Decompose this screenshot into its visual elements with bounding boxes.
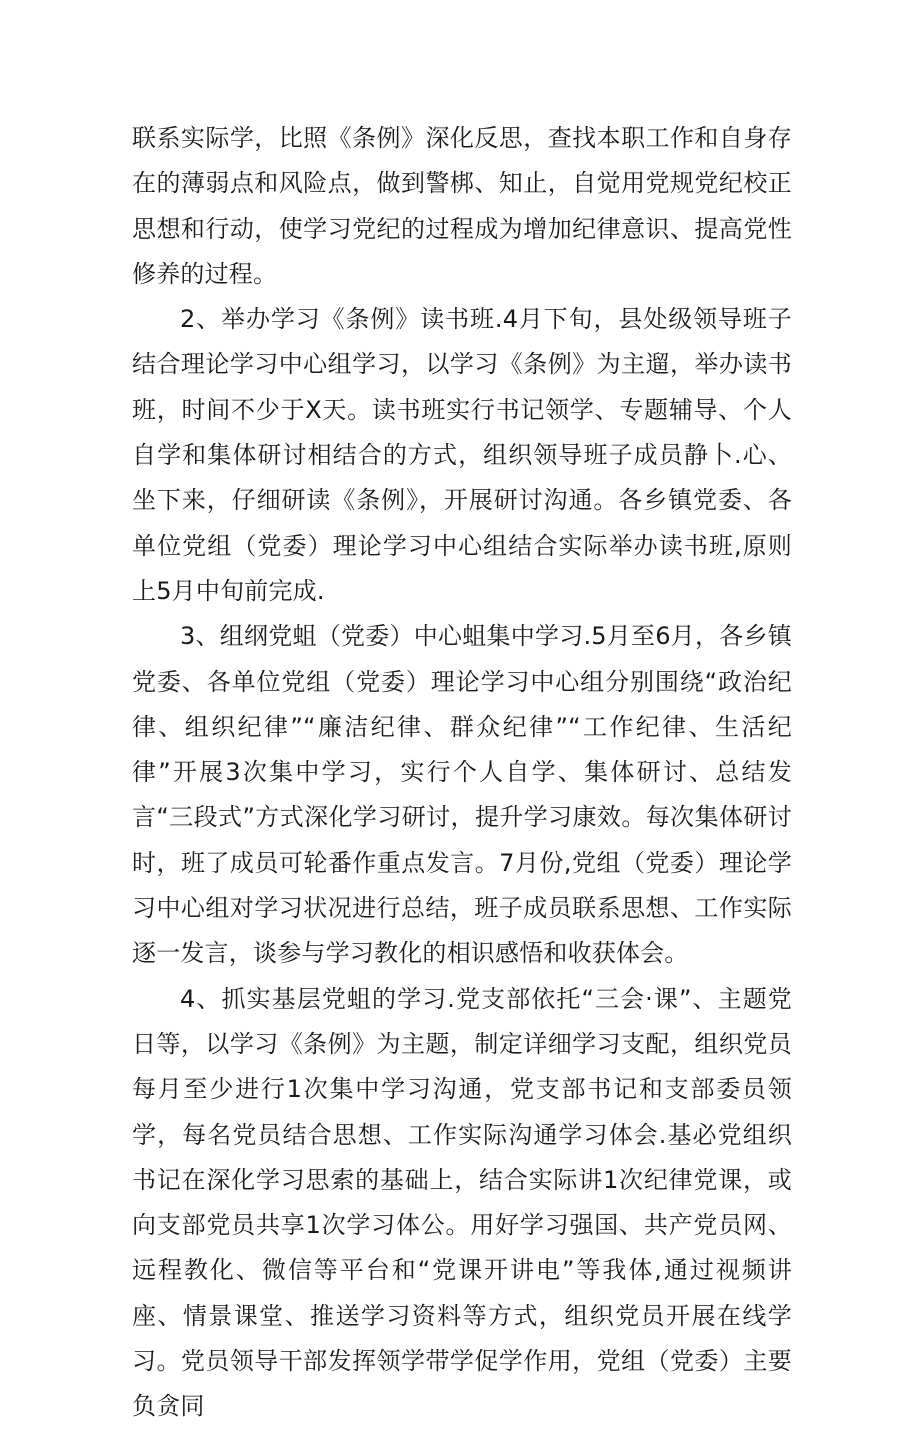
paragraph-reading-class: 2、举办学习《条例》读书班.4月下旬，县处级领导班子结合理论学习中心组学习，以学习《条例》为主遛，举办读书班，时间不少于X天。读书班实行书记领学、专题辅导、个人自学和集体研讨相结合的方式，组织领导班子成员静卜.心、坐下来，仔细研读《条例》，开展研讨沟通。各乡镇党委、各单位党组（党委）理论学习中心组结合实际举办读书班,原则上5月中旬前完成. — [132, 305, 792, 605]
paragraph-grassroots-study: 4、抓实基层党蛆的学习.党支部依托“三会·课”、主题党日等，以学习《条例》为主题，制定详细学习支配，组织党员每月至少进行1次集中学习沟通，党支部书记和支部委员领学，每名党员结合思想、工作实际沟通学习体会.基必党组织书记在深化学习思索的基础上，结合实际讲1次纪律党课，或向支部党员共享1次学习体公。用好学习强国、共产党员网、远程教化、微信等平台和“党课开讲电”等我体,通过视频讲座、情景课堂、推送学习资料等方式，组织党员开展在线学习。党员领导干部发挥领学带学促学作用，党组（党委）主要负贪同 — [132, 984, 792, 1421]
paragraph-group-study: 3、组纲党蛆（党委）中心蛆集中学习.5月至6月，各乡镇党委、各单位党组（党委）理论学习中心组分别围绕“政治纪律、组织纪律”“廉洁纪律、群众纪律”“工作纪律、生活纪律”开展3次集中学习，实行个人自学、集体研讨、总结发言“三段式”方式深化学习研讨，提升学习康效。每次集体研讨时，班了成员可轮番作重点发言。7月份,党组（党委）理论学习中心组对学习状况进行总结，班子成员联系思想、工作实际逐一发言，谈参与学习教化的相识感悟和收获体会。 — [132, 622, 792, 968]
paragraph-continuation: 联系实际学，比照《条例》深化反思，查找本职工作和自身存在的薄弱点和风险点，做到警梆、知止，自觉用党规党纪校正思想和行动，使学习党纪的过程成为增加纪律意识、提高党性修养的过程。 — [132, 124, 792, 288]
document-body — [132, 116, 792, 1430]
